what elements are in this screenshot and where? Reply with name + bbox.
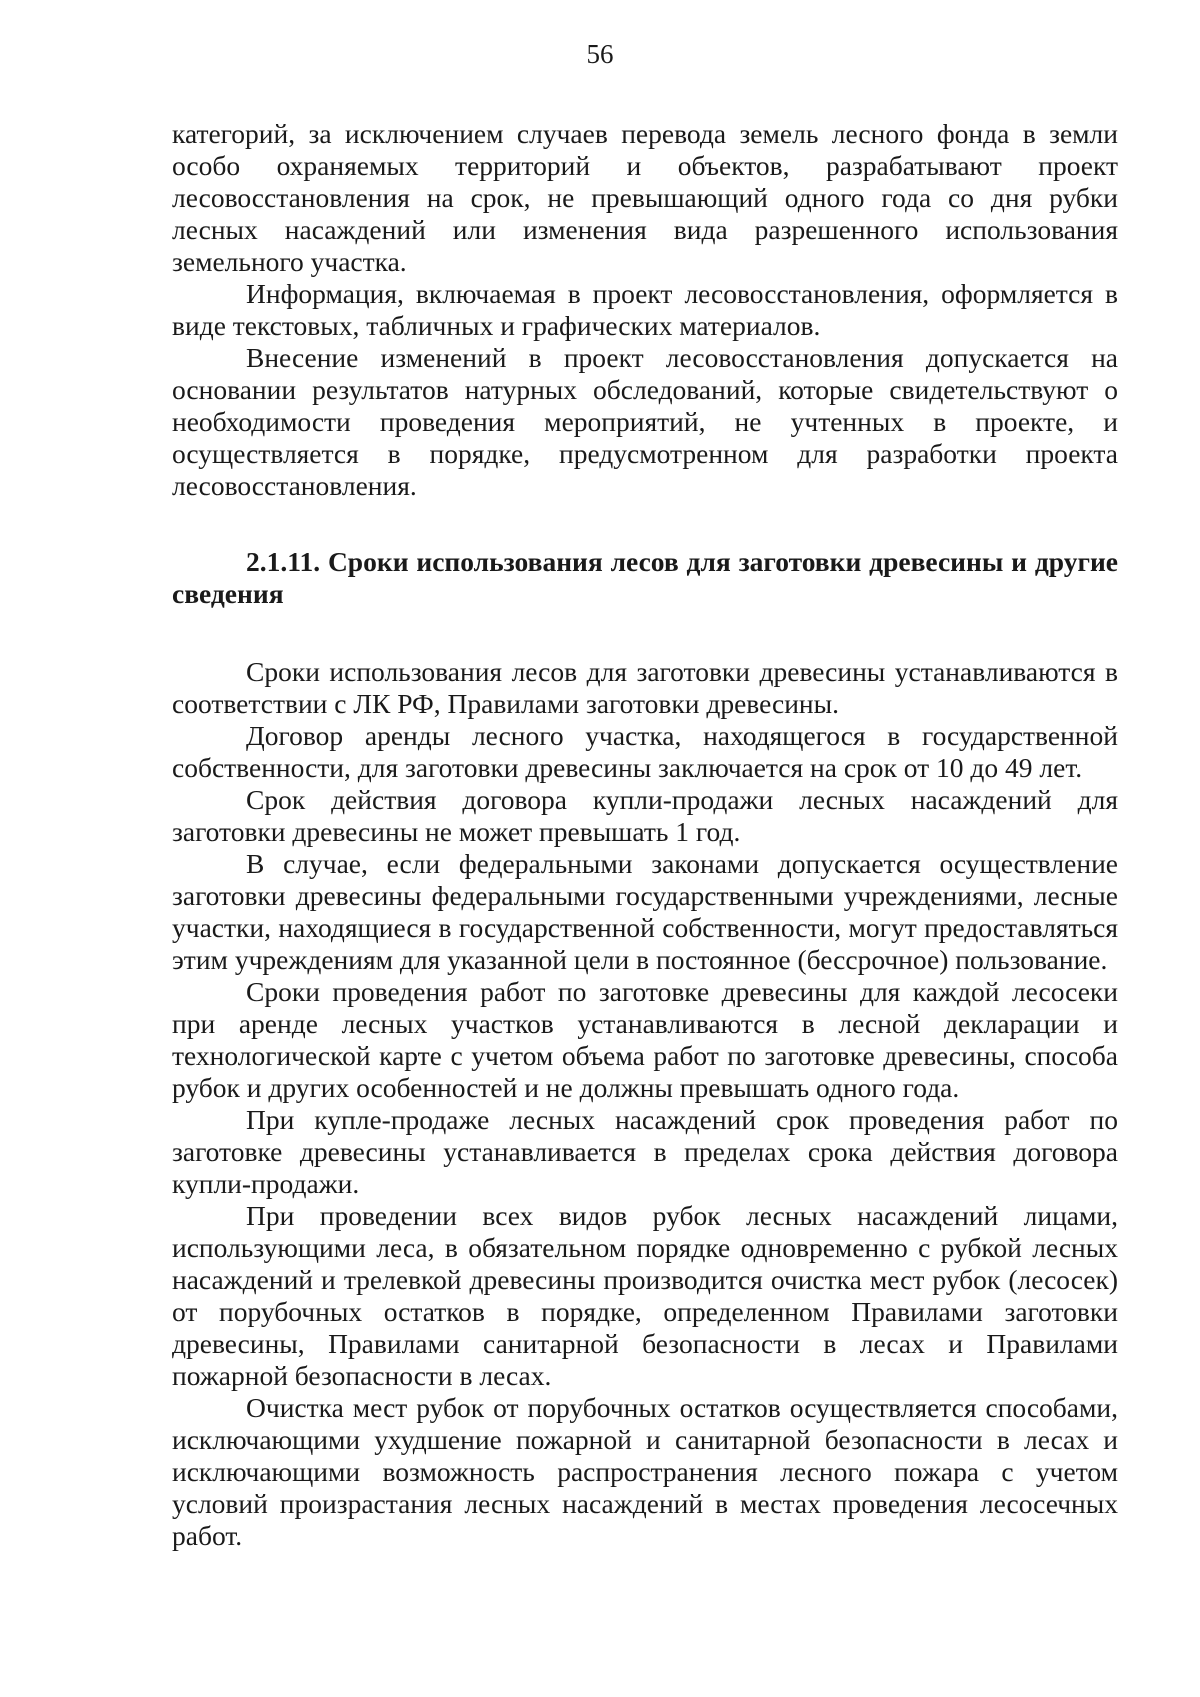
paragraph: Информация, включаемая в проект лесовосстановления, оформляется в виде текстовых, табличных и графических материалов. [172,278,1118,341]
section-heading: 2.1.11. Сроки использования лесов для заготовки древесины и другие сведения [172,546,1118,609]
paragraph: При проведении всех видов рубок лесных насаждений лицами, использующими леса, в обязательном порядке одновременно с рубкой лесных насаждений и трелевкой древесины производится очистка мест рубок (лесосек) от порубочных остатков в порядке, определенном Правилами заготовки древесины, Правилами санитарной безопасности в лесах и Правилами пожарной безопасности в лесах. [172,1200,1118,1391]
paragraph: Договор аренды лесного участка, находящегося в государственной собственности, для заготовки древесины заключается на срок от 10 до 49 лет. [172,720,1118,783]
paragraph-continuation: категорий, за исключением случаев перевода земель лесного фонда в земли особо охраняемых территорий и объектов, разрабатывают проект лесовосстановления на срок, не превышающий одного года со дня рубки лесных насаждений или изменения вида разрешенного использования земельного участка. [172,118,1118,277]
page-number: 56 [586,39,614,69]
paragraph: При купле-продаже лесных насаждений срок проведения работ по заготовке древесины устанавливается в пределах срока действия договора купли-продажи. [172,1104,1118,1199]
paragraph: Срок действия договора купли-продажи лесных насаждений для заготовки древесины не может превышать 1 год. [172,784,1118,847]
section-body [172,656,1118,1552]
paragraph: В случае, если федеральными законами допускается осуществление заготовки древесины федеральными государственными учреждениями, лесные участки, находящиеся в государственной собственности, могут предоставляться этим учреждениям для указанной цели в постоянное (бессрочное) пользование. [172,848,1118,975]
paragraph: Очистка мест рубок от порубочных остатков осуществляется способами, исключающими ухудшение пожарной и санитарной безопасности в лесах и исключающими возможность распространения лесного пожара с учетом условий произрастания лесных насаждений в местах проведения лесосечных работ. [172,1392,1118,1551]
paragraph: Сроки проведения работ по заготовке древесины для каждой лесосеки при аренде лесных участков устанавливаются в лесной декларации и технологической карте с учетом объема работ по заготовке древесины, способа рубок и других особенностей и не должны превышать одного года. [172,976,1118,1103]
paragraph: Внесение изменений в проект лесовосстановления допускается на основании результатов натурных обследований, которые свидетельствуют о необходимости проведения мероприятий, не учтенных в проекте, и осуществляется в порядке, предусмотренном для разработки проекта лесовосстановления. [172,342,1118,501]
paragraph: Сроки использования лесов для заготовки древесины устанавливаются в соответствии с ЛК РФ, Правилами заготовки древесины. [172,656,1118,719]
document-body [172,118,1118,1552]
